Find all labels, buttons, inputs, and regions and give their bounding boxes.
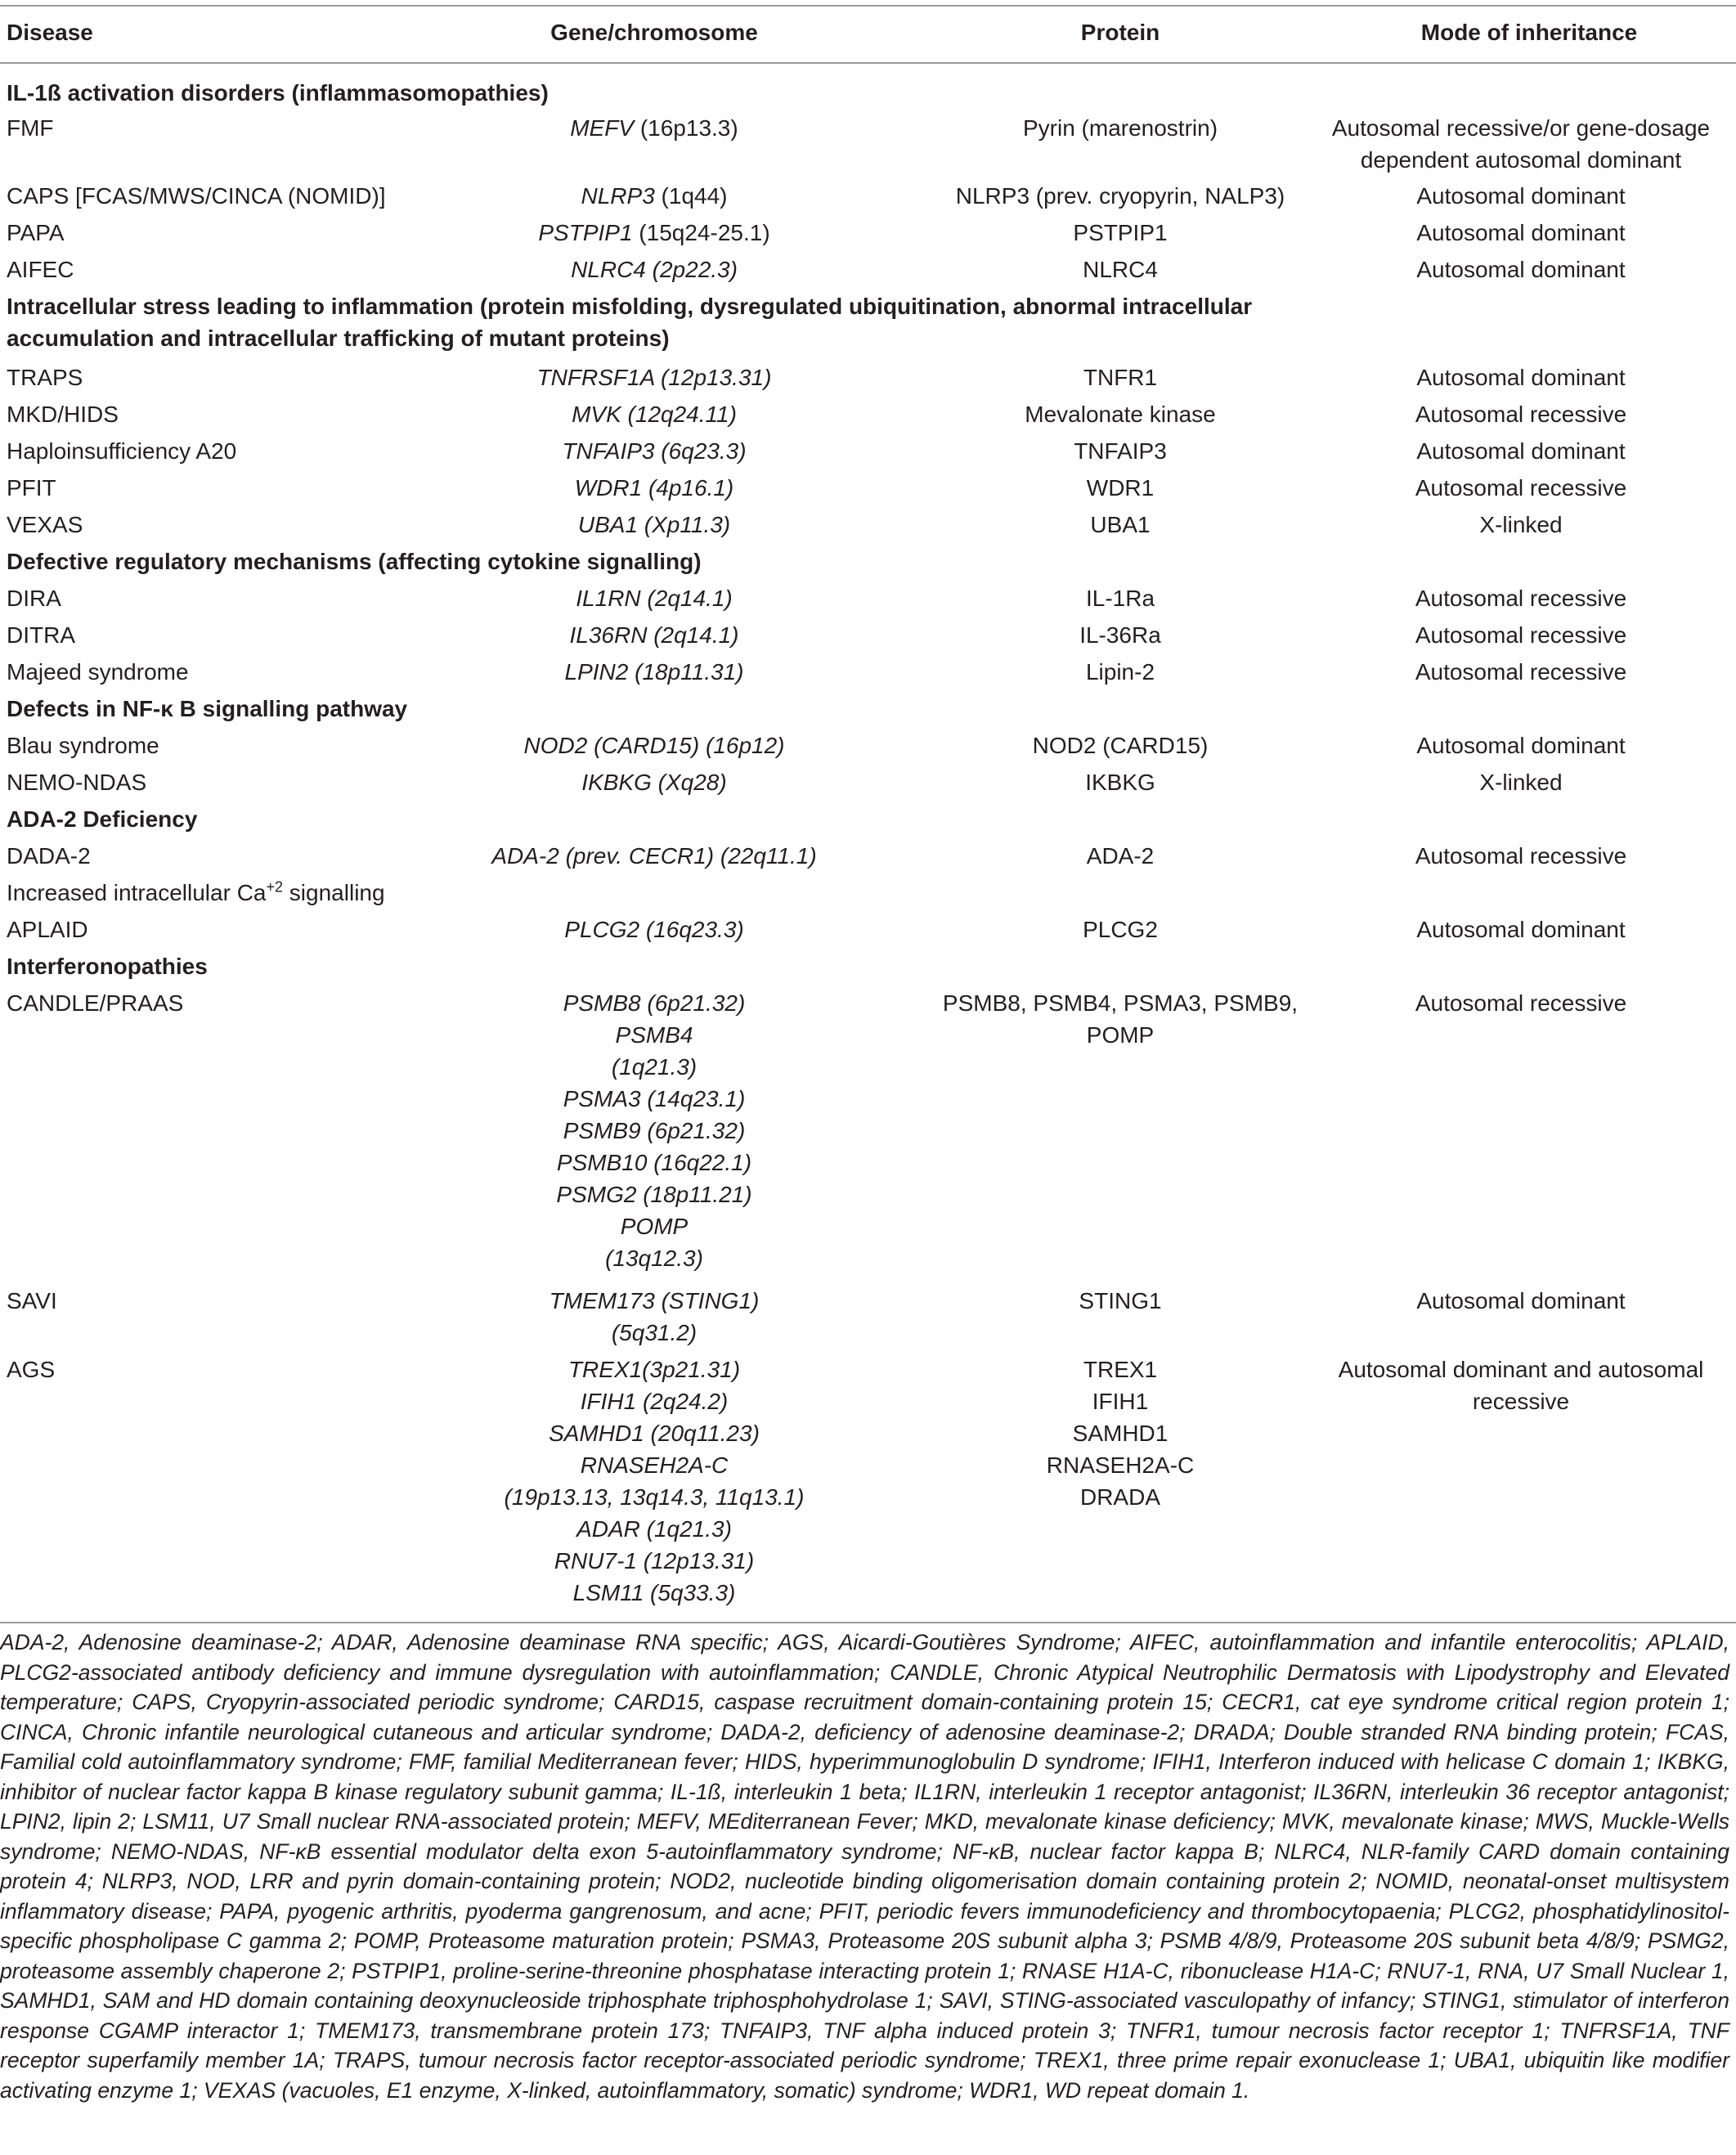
cell-disease: FMF (7, 115, 54, 141)
protein-line: RNASEH2A-C (1046, 1452, 1195, 1478)
cell-inheritance: Autosomal recessive (1415, 622, 1627, 648)
cell-disease: VEXAS (7, 512, 83, 537)
protein-line: IFIH1 (1092, 1389, 1149, 1414)
cell-protein: Lipin-2 (1085, 659, 1155, 685)
table-footnote-abbreviations: ADA-2, Adenosine deaminase-2; ADAR, Adenosine deaminase RNA specific; AGS, Aicardi-Goutières Syndrome; AIFEC, autoinflammation and infantile enterocolitis; APLAID, PLCG2-associated antibody deficiency and immune dysregulation with autoinflammation; CANDLE, Chronic Atypical Neutrophilic Dermatosis with Lipodystrophy and Elevated temperature; CAPS, Cryopyrin-associated periodic syndrome; CARD15, caspase recruitment domain-containing protein 15; CECR1, cat eye syndrome critical region protein 1; CINCA, Chronic infantile neurological cutaneous and articular syndrome; DADA-2, deficiency of adenosine deaminase-2; DRADA; Double stranded RNA binding protein; FCAS, Familial cold autoinflammatory syndrome; FMF, familial Mediterranean fever; HIDS, hyperimmunoglobulin D syndrome; IFIH1, Interferon induced with helicase C domain 1; IKBKG, inhibitor of nuclear factor kappa B kinase regulatory subunit gamma; IL-1ß, interleukin 1 beta; IL1RN, interleukin 1 receptor antagonist; IL36RN, interleukin 36 receptor antagonist; LPIN2, lipin 2; LSM11, U7 Small nuclear RNA-associated protein; MEFV, MEditerranean Fever; MKD, mevalonate kinase deficiency; MVK, mevalonate kinase; MWS, Muckle-Wells syndrome; NEMO-NDAS, NF-κB essential modulator delta exon 5-autoinflammatory syndrome; NF-κB, nuclear factor kappa B; NLRC4, NLR-family CARD domain containing protein 4; NLRP3, NOD, LRR and pyrin domain-containing protein; NOD2, nucleotide binding oligomerisation domain containing protein 2; NOMID, neonatal-onset multisystem inflammatory disease; PAPA, pyogenic arthritis, pyoderma gangrenosum, and acne; PFIT, periodic fevers immunodeficiency and thrombocytopaenia; PLCG2, phosphatidylinositol-specific phospholipase C gamma 2; POMP, Proteasome maturation protein; PSMA3, Proteasome 20S subunit alpha 3; PSMB 4/8/9, Proteasome 20S subunit beta 4/8/9; PSMG2, proteasome assembly chaperone 2; PSTPIP1, proline-serine-threonine phosphatase interacting protein 1; RNASE H1A-C, ribonuclease H1A-C; RNU7-1, RNA, U7 Small Nuclear 1, SAMHD1, SAM and HD domain containing deoxynucleoside triphosphate triphosphohydrolase 1; SAVI, STING-associated vasculopathy of infancy; STING1, stimulator of interferon response CGAMP interactor 1; TMEM173, transmembrane protein 173; TNFAIP3, TNF alpha induced protein 3; TNFR1, tumour necrosis factor receptor 1; TNFRSF1A, TNF receptor superfamily member 1A; TRAPS, tumour necrosis factor receptor-associated periodic syndrome; TREX1, three prime repair exonuclease 1; UBA1, ubiquitin like modifier activating enzyme 1; VEXAS (vacuoles, E1 enzyme, X-linked, autoinflammatory, somatic) syndrome; WDR1, WD repeat domain 1. (0, 1630, 1729, 2103)
gene-line: PSMB8 (6p21.32) (563, 990, 746, 1016)
group-heading-text: Increased intracellular Ca (7, 880, 267, 905)
cell-disease: PAPA (7, 220, 65, 245)
gene-line: TREX1(3p21.31) (567, 1357, 741, 1382)
cell-protein: IL-1Ra (1085, 586, 1155, 611)
gene-name: MEFV (570, 115, 635, 141)
table-bottom-rule (0, 1622, 1736, 1623)
cell-inheritance: Autosomal dominant (1416, 220, 1626, 245)
cell-disease: DITRA (7, 622, 75, 648)
cell-protein: ADA-2 (1086, 843, 1155, 869)
gene-line: ADAR (1q21.3) (576, 1516, 732, 1542)
cell-disease: APLAID (7, 917, 88, 942)
cell-protein: UBA1 (1090, 512, 1151, 537)
cell-protein: IL-36Ra (1079, 622, 1161, 648)
cell-disease: MKD/HIDS (7, 402, 119, 427)
group-heading-line-2: accumulation and intracellular trafficking of mutant proteins) (7, 325, 670, 351)
gene-name: NLRP3 (581, 183, 655, 209)
cell-protein: TNFR1 (1083, 365, 1158, 390)
inheritance-line-1: Autosomal recessive/or gene-dosage (1331, 115, 1711, 141)
cell-inheritance: Autosomal recessive (1415, 659, 1627, 685)
cell-inheritance: Autosomal dominant (1416, 183, 1626, 209)
gene-line: (5q31.2) (611, 1320, 698, 1345)
gene-line: PSMB10 (16q22.1) (556, 1150, 752, 1175)
superscript-charge: +2 (266, 878, 284, 896)
protein-line: SAMHD1 (1072, 1421, 1169, 1446)
gene-line: (13q12.3) (605, 1246, 703, 1271)
cell-inheritance: Autosomal recessive (1415, 402, 1627, 427)
inheritance-line-2: recessive (1472, 1389, 1570, 1414)
cell-inheritance: Autosomal recessive (1415, 990, 1627, 1016)
gene-name: PSTPIP1 (538, 220, 633, 245)
cell-inheritance: Autosomal dominant (1416, 257, 1626, 282)
cell-inheritance: Autosomal dominant (1416, 917, 1626, 942)
gene-line: (1q21.3) (611, 1054, 698, 1080)
table-header-rule (0, 62, 1736, 64)
cell-gene: IL36RN (2q14.1) (569, 622, 739, 648)
gene-line: PSMA3 (14q23.1) (563, 1086, 746, 1111)
cell-inheritance: Autosomal recessive (1415, 586, 1627, 611)
group-heading-tail: signalling (283, 880, 385, 905)
cell-disease: DIRA (7, 586, 61, 611)
cell-protein: WDR1 (1086, 475, 1155, 501)
cell-disease: PFIT (7, 475, 56, 501)
inheritance-line-1: Autosomal dominant and autosomal (1338, 1357, 1704, 1382)
protein-line-2: POMP (1086, 1022, 1155, 1048)
cell-protein: NOD2 (CARD15) (1032, 733, 1209, 758)
group-heading-interferonopathies: Interferonopathies (7, 954, 208, 979)
header-disease: Disease (7, 20, 93, 45)
cell-gene: NLRC4 (2p22.3) (571, 257, 738, 282)
cell-gene: IKBKG (Xq28) (581, 770, 727, 795)
cell-disease: DADA-2 (7, 843, 91, 869)
cell-disease: NEMO-NDAS (7, 770, 147, 795)
protein-line: DRADA (1079, 1484, 1160, 1510)
group-heading-line-1: Intracellular stress leading to inflammation (protein misfolding, dysregulated ubiquitination, abnormal intracellular (7, 294, 1253, 319)
gene-line: RNU7-1 (12p13.31) (554, 1548, 755, 1574)
cell-protein: IKBKG (1085, 770, 1155, 795)
cell-protein (924, 1354, 1317, 1513)
group-heading-defective-regulatory: Defective regulatory mechanisms (affecting cytokine signalling) (7, 549, 702, 574)
cell-gene: TNFRSF1A (12p13.31) (536, 365, 772, 390)
cell-gene (458, 180, 850, 212)
cell-gene (458, 1285, 850, 1349)
cell-gene: MVK (12q24.11) (572, 402, 737, 427)
cell-disease: CANDLE/PRAAS (7, 990, 184, 1016)
cell-protein (924, 987, 1317, 1051)
cell-protein: Pyrin (marenostrin) (1022, 115, 1218, 141)
gene-line: RNASEH2A-C (580, 1452, 729, 1478)
gene-line: IFIH1 (2q24.2) (580, 1389, 729, 1414)
cell-gene: ADA-2 (prev. CECR1) (22q11.1) (491, 843, 817, 869)
cell-disease: SAVI (7, 1288, 57, 1313)
header-mode-of-inheritance: Mode of inheritance (1420, 20, 1638, 45)
cell-protein: PLCG2 (1083, 917, 1158, 942)
gene-line: PSMG2 (18p11.21) (556, 1182, 752, 1207)
protein-line: TREX1 (1083, 1357, 1158, 1382)
header-gene-chromosome: Gene/chromosome (550, 20, 758, 45)
cell-disease: Haploinsufficiency A20 (7, 438, 237, 464)
cell-gene: TNFAIP3 (6q23.3) (562, 438, 747, 464)
cell-disease: AIFEC (7, 257, 74, 282)
gene-line: (19p13.13, 13q14.3, 11q13.1) (504, 1484, 805, 1510)
cell-gene (458, 217, 850, 249)
cell-inheritance (1308, 112, 1734, 176)
inheritance-line-2: dependent autosomal dominant (1360, 147, 1682, 173)
gene-locus: (16p13.3) (634, 115, 738, 141)
cell-gene: LPIN2 (18p11.31) (564, 659, 744, 685)
cell-inheritance: Autosomal recessive (1415, 475, 1627, 501)
gene-locus: (15q24-25.1) (632, 220, 770, 245)
cell-gene (458, 1354, 850, 1609)
group-heading-inflammasomopathies: IL-1ß activation disorders (inflammasomopathies) (7, 80, 549, 106)
cell-disease: AGS (7, 1357, 56, 1382)
cell-gene: NOD2 (CARD15) (16p12) (523, 733, 785, 758)
cell-gene: PLCG2 (16q23.3) (564, 917, 744, 942)
cell-gene: WDR1 (4p16.1) (574, 475, 734, 501)
cell-inheritance: Autosomal recessive (1415, 843, 1627, 869)
group-heading-calcium-signalling (7, 877, 1724, 909)
cell-gene: UBA1 (Xp11.3) (577, 512, 731, 537)
group-heading-intracellular-stress (7, 290, 1724, 354)
cell-disease: CAPS [FCAS/MWS/CINCA (NOMID)] (7, 183, 386, 209)
cell-inheritance: X-linked (1479, 770, 1563, 795)
cell-inheritance: Autosomal dominant (1416, 733, 1626, 758)
cell-gene (458, 987, 850, 1274)
gene-line: POMP (620, 1214, 689, 1239)
cell-protein: TNFAIP3 (1074, 438, 1167, 464)
gene-line: PSMB9 (6p21.32) (563, 1118, 746, 1143)
cell-protein: NLRC4 (1083, 257, 1158, 282)
gene-line: LSM11 (5q33.3) (572, 1580, 736, 1605)
gene-locus: (1q44) (654, 183, 728, 209)
group-heading-nfkb-signalling: Defects in NF-κ B signalling pathway (7, 696, 408, 721)
group-heading-ada2-deficiency: ADA-2 Deficiency (7, 806, 198, 832)
cell-protein: PSTPIP1 (1073, 220, 1168, 245)
protein-line-1: PSMB8, PSMB4, PSMA3, PSMB9, (942, 990, 1299, 1016)
cell-disease: Majeed syndrome (7, 659, 189, 685)
cell-gene (458, 112, 850, 144)
cell-inheritance: Autosomal dominant (1416, 438, 1626, 464)
cell-protein: Mevalonate kinase (1025, 402, 1216, 427)
gene-line: PSMB4 (615, 1022, 693, 1048)
cell-disease: Blau syndrome (7, 733, 159, 758)
cell-protein: NLRP3 (prev. cryopyrin, NALP3) (955, 183, 1285, 209)
cell-protein: STING1 (1079, 1288, 1162, 1313)
cell-inheritance: Autosomal dominant (1416, 1288, 1626, 1313)
header-protein: Protein (1080, 20, 1160, 45)
table-top-rule (0, 5, 1736, 7)
gene-line: TMEM173 (STING1) (549, 1288, 760, 1313)
gene-line: SAMHD1 (20q11.23) (549, 1421, 760, 1446)
cell-inheritance: Autosomal dominant (1416, 365, 1626, 390)
cell-inheritance: X-linked (1479, 512, 1563, 537)
cell-inheritance (1308, 1354, 1734, 1417)
cell-gene: IL1RN (2q14.1) (576, 586, 733, 611)
cell-disease: TRAPS (7, 365, 83, 390)
